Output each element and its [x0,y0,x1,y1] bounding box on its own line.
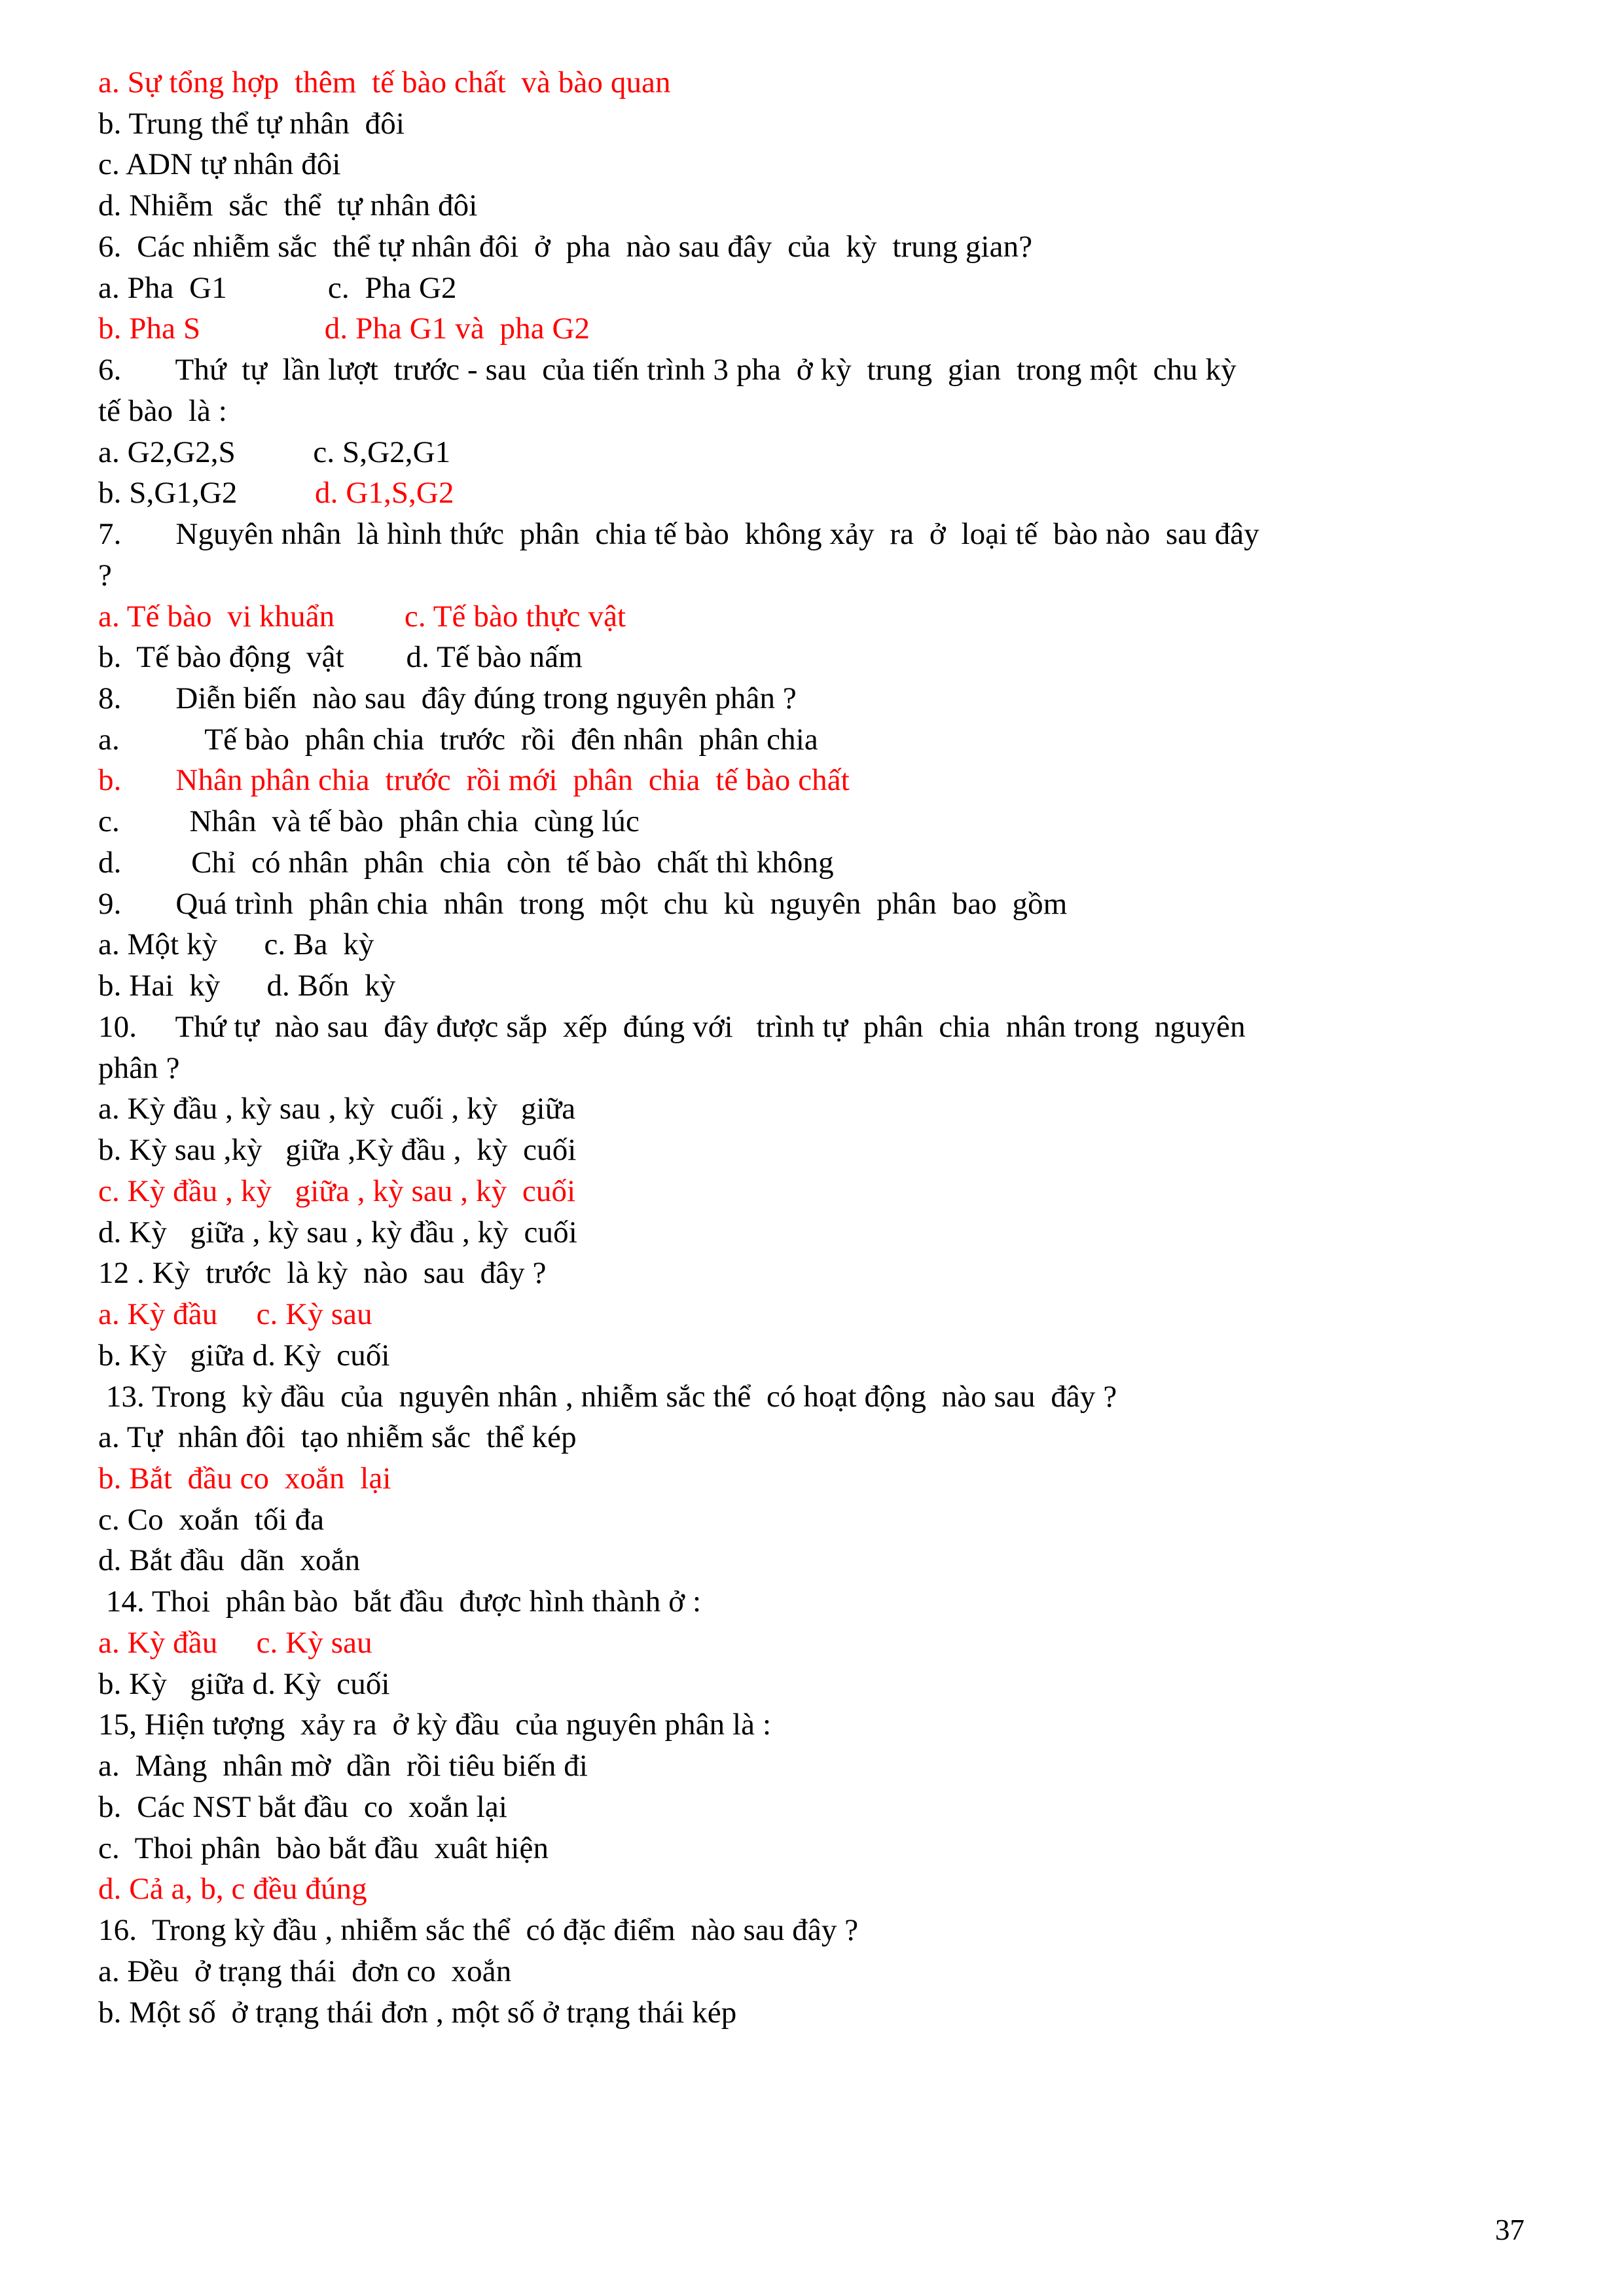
text-line: 16. Trong kỳ đầu , nhiễm sắc thể có đặc điểm nào sau đây ? [98,1913,859,1948]
text-line: 8. Diễn biến nào sau đây đúng trong nguyên phân ? [98,681,797,716]
text-line: 15, Hiện tượng xảy ra ở kỳ đầu của nguyên phân là : [98,1708,772,1742]
text-line: b. Tế bào động vật d. Tế bào nấm [98,640,583,675]
text-line: a. Kỳ đầu c. Kỳ sau [98,1625,372,1660]
text-line: b. Nhân phân chia trước rồi mới phân chia tế bào chất [98,763,850,798]
text-line: a. Một kỳ c. Ba kỳ [98,927,374,962]
text-line: a. Tế bào vi khuẩn c. Tế bào thực vật [98,599,626,634]
text-line: a. Pha G1 c. Pha G2 [98,270,457,305]
text-line: a. G2,G2,S c. S,G2,G1 [98,435,451,469]
text-line: b. Pha S d. Pha G1 và pha G2 [98,312,590,346]
text-line: c. Nhân và tế bào phân chia cùng lúc [98,804,640,839]
text-line: b. Kỳ giữa d. Kỳ cuối [98,1338,390,1372]
text-line: 10. Thứ tự nào sau đây được sắp xếp đúng với trình tự phân chia nhân trong nguyên [98,1009,1246,1044]
text-line: b. Hai kỳ d. Bốn kỳ [98,969,396,1003]
page-number: 37 [1495,2214,1525,2246]
text-line: ? [98,558,112,592]
text-line: tế bào là : [98,393,227,428]
text-line: c. Thoi phân bào bắt đầu xuât hiện [98,1831,549,1865]
text-line: 6. Thứ tự lần lượt trước - sau của tiến trình 3 pha ở kỳ trung gian trong một chu kỳ [98,353,1236,387]
text-line: c. ADN tự nhân đôi [98,147,341,182]
text-line: b. Các NST bắt đầu co xoắn lại [98,1789,508,1824]
text-line: 13. Trong kỳ đầu của nguyên nhân , nhiễm sắc thể có hoạt động nào sau đây ? [98,1379,1117,1414]
text-line: 9. Quá trình phân chia nhân trong một chu kù nguyên phân bao gồm [98,886,1068,921]
text-line [98,473,1526,514]
text-line: a. Đều ở trạng thái đơn co xoắn [98,1954,512,1988]
text-line: d. Cả a, b, c đều đúng [98,1872,367,1907]
text-line: phân ? [98,1050,180,1085]
text-line: c. Kỳ đầu , kỳ giữa , kỳ sau , kỳ cuối [98,1174,576,1208]
text-line: b. Kỳ giữa d. Kỳ cuối [98,1666,390,1701]
text-line: 6. Các nhiễm sắc thể tự nhân đôi ở pha nào sau đây của kỳ trung gian? [98,229,1033,264]
text-line: b. Bắt đầu co xoắn lại [98,1461,391,1496]
answer-option-d-highlighted: d. G1,S,G2 [315,476,454,511]
text-line: b. Trung thể tự nhân đôi [98,106,405,141]
text-line: 7. Nguyên nhân là hình thức phân chia tế bào không xảy ra ở loại tế bào nào sau đây [98,517,1259,552]
text-line: b. Một số ở trạng thái đơn , một số ở trạng thái kép [98,1995,737,2030]
text-line: a. Kỳ đầu c. Kỳ sau [98,1297,372,1332]
text-line: a. Màng nhân mờ dần rồi tiêu biến đi [98,1749,588,1784]
text-line: 14. Thoi phân bào bắt đầu được hình thành ở : [98,1585,702,1619]
text-line: a. Kỳ đầu , kỳ sau , kỳ cuối , kỳ giữa [98,1092,576,1126]
text-line: d. Chỉ có nhân phân chia còn tế bào chất thì không [98,845,834,880]
question-list [98,62,1526,2033]
text-line: a. Tế bào phân chia trước rồi đên nhân phân chia [98,722,818,757]
text-line: d. Kỳ giữa , kỳ sau , kỳ đầu , kỳ cuối [98,1215,577,1249]
answer-option-b: b. S,G1,G2 [98,476,316,511]
text-line: a. Sự tổng hợp thêm tế bào chất và bào quan [98,65,671,99]
text-line: b. Kỳ sau ,kỳ giữa ,Kỳ đầu , kỳ cuối [98,1133,577,1168]
text-line: 12 . Kỳ trước là kỳ nào sau đây ? [98,1256,547,1291]
text-line: c. Co xoắn tối đa [98,1502,325,1537]
text-line: d. Bắt đầu dãn xoắn [98,1543,361,1578]
text-line: a. Tự nhân đôi tạo nhiễm sắc thể kép [98,1420,577,1455]
text-line: d. Nhiễm sắc thể tự nhân đôi [98,188,478,223]
